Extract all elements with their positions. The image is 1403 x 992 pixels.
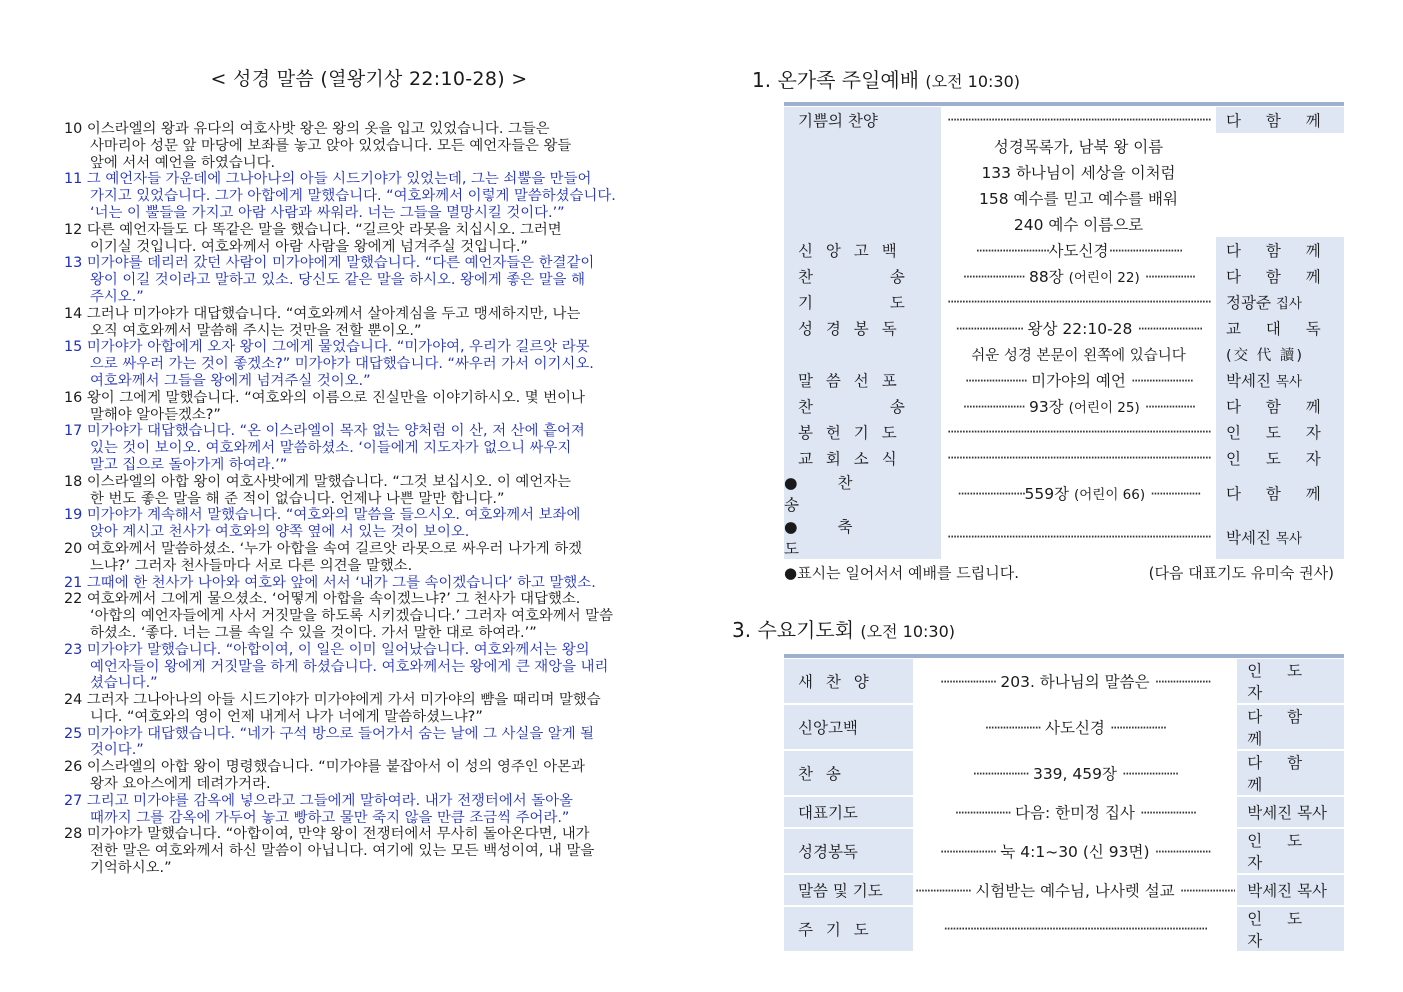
verse	[64, 474, 684, 508]
service3-row-right: 인 도 자	[1247, 832, 1313, 872]
verse	[64, 793, 684, 827]
service3-row-label: 새 찬 양	[798, 673, 873, 691]
verse-line: 27 그리고 미가야를 감옥에 넣으라고 그들에게 말하여라. 내가 전쟁터에서 돌아올	[64, 792, 573, 809]
verse	[64, 692, 684, 726]
verse-line: 주시오.”	[90, 288, 144, 305]
news-label: 교 회 소 식	[798, 450, 901, 468]
service3-row-right: 박세진 목사	[1247, 804, 1328, 822]
service3-row: 찬 송 ··················· 339, 459장 ··················· 다 함 께	[784, 750, 1344, 796]
verse	[64, 306, 684, 340]
song-2: 133 하나님이 세상을 이처럼	[981, 164, 1176, 182]
verse-line: 느냐?’ 그러자 천사들마다 서로 다른 의견을 말했소.	[90, 557, 413, 574]
service3-row-label: 대표기도	[798, 804, 858, 822]
service3-row-right: 인 도 자	[1247, 662, 1313, 702]
song-3: 158 예수를 믿고 예수를 배워	[978, 190, 1179, 208]
verse-line: 20 여호와께서 말씀하셨소. ‘누가 아합을 속여 길르앗 라못으로 싸우러 나가게 하겠	[64, 540, 583, 557]
verse-line: 말해야 알아듣겠소?”	[90, 406, 221, 423]
verse-line: 23 미가야가 말했습니다. “아합이여, 이 일은 이미 일어났습니다. 여호와께서는 왕의	[64, 641, 590, 658]
service3-row-center: 다음: 한미정 집사	[1015, 804, 1135, 822]
row-hymn1: 찬 송 ····················· 88장 (어린이 22) ················· 다 함 께	[784, 263, 1344, 289]
verse	[64, 575, 684, 592]
verse-line: 10 이스라엘의 왕과 유다의 여호사밧 왕은 왕의 옷을 입고 있었습니다. 그들은	[64, 121, 550, 137]
sermon-name: 박세진	[1226, 372, 1271, 390]
hymn3-label: ●찬 송	[784, 474, 893, 514]
hymn2-label: 찬 송	[798, 398, 941, 416]
verse-line: 21 그때에 한 천사가 나아와 여호와 앞에 서서 ‘내가 그를 속이겠습니다’ 하고 말했소.	[64, 574, 596, 591]
hymn3-sub: (어린이 66)	[1073, 487, 1146, 503]
verse-line: 있는 것이 보이오. 여호와께서 말씀하셨소. ‘이들에게 지도자가 없으니 싸우지	[90, 440, 572, 457]
service3-row-right: 박세진 목사	[1247, 882, 1328, 900]
row-benediction: ●축 도 ·························································································· 박세진 목사	[784, 515, 1344, 559]
reading-center: 왕상 22:10-28	[1027, 320, 1133, 338]
verse	[64, 826, 684, 876]
row-praise: 기쁨의 찬양 ·························································································· 다 함 께	[784, 107, 1344, 134]
scripture-title: < 성경 말씀 (열왕기상 22:10-28) >	[210, 68, 528, 90]
row-hymn3: ●찬 송 ·······················559장 (어린이 66) ················· 다 함 께	[784, 471, 1344, 515]
service3-row-label: 말씀 및 기도	[798, 882, 883, 900]
verse-line: 17 미가야가 대답했습니다. “온 이스라엘이 목자 없는 양처럼 이 산, 저 산에 흩어져	[64, 423, 585, 440]
verse-line: 왕자 요아스에게 데려가거라.	[90, 776, 271, 793]
service3-row-center: 339, 459장	[1032, 765, 1117, 783]
verse-line: 한 번도 좋은 말을 해 준 적이 없습니다. 언제나 나쁜 말만 합니다.”	[90, 490, 505, 507]
offering-right: 인 도 자	[1226, 424, 1331, 442]
verse-line: 15 미가야가 아합에게 오자 왕이 그에게 물었습니다. “미가야여, 우리가 길르앗 라못	[64, 339, 590, 356]
verse-line: 앉아 계시고 천사가 여호와의 양쪽 옆에 서 있는 것이 보이오.	[90, 524, 470, 541]
hymn1-label: 찬 송	[798, 268, 941, 286]
verse-line: 16 왕이 그에게 말했습니다. “여호와의 이름으로 진실만을 이야기하시오. 몇 번이나	[64, 389, 585, 406]
verse-line: 18 이스라엘의 아합 왕이 여호사밧에게 말했습니다. “그것 보십시오. 이 예언자는	[64, 473, 572, 490]
verse-line: 때까지 그를 감옥에 가두어 놓고 빵하고 물만 죽지 않을 만큼 조금씩 주어라.”	[90, 809, 570, 826]
reading-right: 교 대 독	[1226, 320, 1331, 338]
reading-label: 성 경 봉 독	[798, 320, 901, 338]
verse	[64, 423, 684, 473]
service3-table	[784, 654, 1344, 953]
news-right: 인 도 자	[1226, 450, 1331, 468]
verse	[64, 222, 684, 256]
standing-note: ●표시는 일어서서 예배를 드립니다.	[784, 564, 1020, 582]
service3-row-right: 다 함 께	[1247, 708, 1313, 748]
service1-footnote	[784, 562, 1344, 583]
verse	[64, 759, 684, 793]
verse-line: 기억하시오.”	[90, 860, 172, 877]
hymn2-center: 93장	[1028, 398, 1064, 416]
verse	[64, 121, 684, 171]
verse-line: 이기실 것입니다. 여호와께서 아람 사람을 왕에게 넘겨주실 것입니다.”	[90, 238, 528, 255]
scripture-column	[64, 64, 684, 877]
row-sermon: 말 씀 선 포 ····················· 미가야의 예언 ····················· 박세진 목사	[784, 367, 1344, 393]
verse	[64, 541, 684, 575]
verse-line: 28 미가야가 말했습니다. “아합이여, 만약 왕이 전쟁터에서 무사히 돌아온다면, 내가	[64, 826, 590, 843]
service3-time: (오전 10:30)	[860, 622, 955, 641]
verse-line: 14 그러나 미가야가 대답했습니다. “여호와께서 살아계심을 두고 맹세하지만, 나는	[64, 305, 581, 322]
verse-line: 26 이스라엘의 아합 왕이 명령했습니다. “미가야를 붙잡아서 이 성의 영주인 아몬과	[64, 759, 585, 776]
verse-line: 으로 싸우러 가는 것이 좋겠소?” 미가야가 대답했습니다. “싸우러 가서 이기시오.	[90, 356, 594, 373]
creed-label: 신 앙 고 백	[798, 242, 901, 260]
verse-line: 하셨소. ‘좋다. 너는 그를 속일 수 있을 것이다. 가서 말한 대로 하여라.’”	[90, 624, 537, 641]
song-4: 240 예수 이름으로	[1013, 216, 1144, 234]
service3-row-right: 다 함 께	[1247, 754, 1313, 794]
hymn1-right: 다 함 께	[1226, 268, 1331, 286]
row-hymn2: 찬 송 ····················· 93장 (어린이 25) ················· 다 함 께	[784, 393, 1344, 419]
benediction-name: 박세진	[1226, 529, 1271, 547]
verse	[64, 339, 684, 389]
service1-table	[784, 102, 1344, 559]
verse-line: 사마리아 성문 앞 마당에 보좌를 놓고 앉아 있었습니다. 모든 예언자들은 왕들	[90, 137, 572, 154]
service3-row-right: 인 도 자	[1247, 910, 1313, 950]
service3-row: 주 기 도 ·························································································· 인 도 자	[784, 906, 1344, 952]
row-reading-note	[784, 341, 1344, 367]
service1-heading	[752, 64, 1350, 93]
verse-line: 전한 말은 여호와께서 하신 말씀이 아닙니다. 여기에 있는 모든 백성이여, 내 말을	[90, 843, 595, 860]
service3-title: 3. 수요기도회	[732, 618, 855, 642]
service-column	[732, 64, 1350, 950]
next-prayer-note: (다음 대표기도 유미숙 권사)	[1148, 564, 1334, 582]
service3-row: 신앙고백 ··················· 사도신경 ··················· 다 함 께	[784, 704, 1344, 750]
prayer-name: 정광준	[1226, 294, 1271, 312]
hymn3-right: 다 함 께	[1226, 485, 1331, 503]
verse-line: 가지고 있었습니다. 그가 아합에게 말했습니다. “여호와께서 이렇게 말씀하셨습니다.	[90, 188, 616, 205]
verse-line: 13 미가야를 데리러 갔던 사람이 미가야에게 말했습니다. “다른 예언자들은 한결같이	[64, 255, 595, 272]
row-creed: 신 앙 고 백 ·························사도신경························· 다 함 께	[784, 237, 1344, 263]
row-news: 교 회 소 식 ·························································································· 인 도 자	[784, 445, 1344, 471]
verse	[64, 390, 684, 424]
service1-time: (오전 10:30)	[925, 72, 1020, 91]
sermon-title: 목사	[1275, 374, 1302, 390]
hymn1-sub: (어린이 22)	[1068, 270, 1140, 286]
offering-label: 봉 헌 기 도	[798, 424, 901, 442]
creed-right: 다 함 께	[1226, 242, 1331, 260]
hymn1-center: 88장	[1028, 268, 1064, 286]
verse-line: 앞에 서서 예언을 하였습니다.	[90, 154, 276, 171]
verse-line: 19 미가야가 계속해서 말했습니다. “여호와의 말씀을 들으시오. 여호와께서 보좌에	[64, 507, 581, 524]
verse-line: 24 그러자 그나아나의 아들 시드기야가 미가야에게 가서 미가야의 뺨을 때리며 말했습	[64, 692, 601, 709]
verse-line: 예언자들이 왕에게 거짓말을 하게 하셨습니다. 여호와께서는 왕에게 큰 재앙을 내리	[90, 658, 609, 675]
hymn2-sub: (어린이 25)	[1068, 400, 1140, 416]
service3-row-center: 시험받는 예수님, 나사렛 설교	[975, 882, 1175, 900]
service3-row: 새 찬 양 ··················· 203. 하나님의 말씀은 ··················· 인 도 자	[784, 659, 1344, 705]
service1-title: 1. 온가족 주일예배	[752, 68, 920, 92]
verse	[64, 726, 684, 760]
verse	[64, 507, 684, 541]
benediction-title: 목사	[1275, 531, 1302, 547]
service3-row: 대표기도 ··················· 다음: 한미정 집사 ··················· 박세진 목사	[784, 796, 1344, 828]
sermon-label: 말 씀 선 포	[798, 372, 901, 390]
verse-line: 11 그 예언자들 가운데에 그나아나의 아들 시드기야가 있었는데, 그는 쇠뿔을 만들어	[64, 171, 592, 188]
verse-line: 니다. “여호와의 영이 언제 내게서 나가 너에게 말씀하셨느냐?”	[90, 708, 483, 725]
creed-center: 사도신경	[1048, 242, 1109, 260]
prayer-title: 집사	[1275, 296, 1302, 312]
reading-note-right: (交 代 讀)	[1216, 341, 1344, 367]
praise-label: 기쁨의 찬양	[784, 107, 941, 134]
verse	[64, 642, 684, 692]
reading-note: 쉬운 성경 본문이 왼쪽에 있습니다	[971, 347, 1186, 364]
service3-row-label: 성경봉독	[798, 843, 858, 861]
row-offering: 봉 헌 기 도 ·························································································· 인 도 자	[784, 419, 1344, 445]
song-1: 성경목록가, 남북 왕 이름	[993, 138, 1164, 156]
verse-line: ‘아합의 예언자들에게 사서 거짓말을 하도록 시키겠습니다.’ 그러자 여호와께서 말씀	[90, 608, 613, 625]
prayer-label: 기 도	[798, 294, 941, 312]
verse-line: 것이다.”	[90, 742, 144, 759]
verse-line: ‘너는 이 뿔들을 가지고 아람 사람과 싸워라. 너는 그들을 멸망시킬 것이다.’”	[90, 204, 565, 221]
hymn3-center: 559장	[1024, 485, 1070, 503]
service3-row-label: 찬 송	[798, 765, 845, 783]
verse-line: 오직 여호와께서 말씀해 주시는 것만을 전할 뿐이오.”	[90, 322, 422, 339]
verse-line: 여호와께서 그들을 왕에게 넘겨주실 것이오.”	[90, 372, 371, 389]
service3-heading	[732, 614, 955, 643]
verse-line: 왕이 이길 것이라고 말하고 있소. 당신도 같은 말을 하시오. 왕에게 좋은 말을 해	[90, 272, 585, 289]
row-prayer: 기 도 ·························································································· 정광준 집사	[784, 289, 1344, 315]
hymn2-right: 다 함 께	[1226, 398, 1331, 416]
verse	[64, 591, 684, 641]
service3-row: 말씀 및 기도 ··················· 시험받는 예수님, 나사렛 설교 ··················· 박세진 목사	[784, 874, 1344, 906]
scripture-verses	[64, 121, 684, 877]
row-reading: 성 경 봉 독 ······················· 왕상 22:10-28 ······················ 교 대 독	[784, 315, 1344, 341]
benediction-label: ●축 도	[784, 518, 893, 558]
verse-line: 말고 집으로 돌아가게 하여라.’”	[90, 456, 288, 473]
verse-line: 셨습니다.”	[90, 675, 158, 692]
service3-row-label: 신앙고백	[798, 719, 858, 737]
verse	[64, 255, 684, 305]
service3-row-label: 주 기 도	[798, 921, 873, 939]
verse-line: 25 미가야가 대답했습니다. “네가 구석 방으로 들어가서 숨는 날에 그 사실을 알게 될	[64, 725, 595, 742]
verse-line: 12 다른 예언자들도 다 똑같은 말을 했습니다. “길르앗 라못을 치십시오. 그러면	[64, 221, 562, 238]
verse	[64, 171, 684, 221]
service3-row-center: 눅 4:1~30 (신 93면)	[1000, 843, 1150, 861]
praise-leader: 다 함 께	[1226, 112, 1331, 130]
verse-line: 22 여호와께서 그에게 물으셨소. ‘어떻게 아합을 속이겠느냐?’ 그 천사가 대답했소.	[64, 591, 581, 608]
service3-row: 성경봉독 ··················· 눅 4:1~30 (신 93면) ··················· 인 도 자	[784, 828, 1344, 874]
sermon-center: 미가야의 예언	[1031, 372, 1126, 390]
service3-row-center: 203. 하나님의 말씀은	[1000, 673, 1150, 691]
service3-row-center: 사도신경	[1045, 719, 1105, 737]
